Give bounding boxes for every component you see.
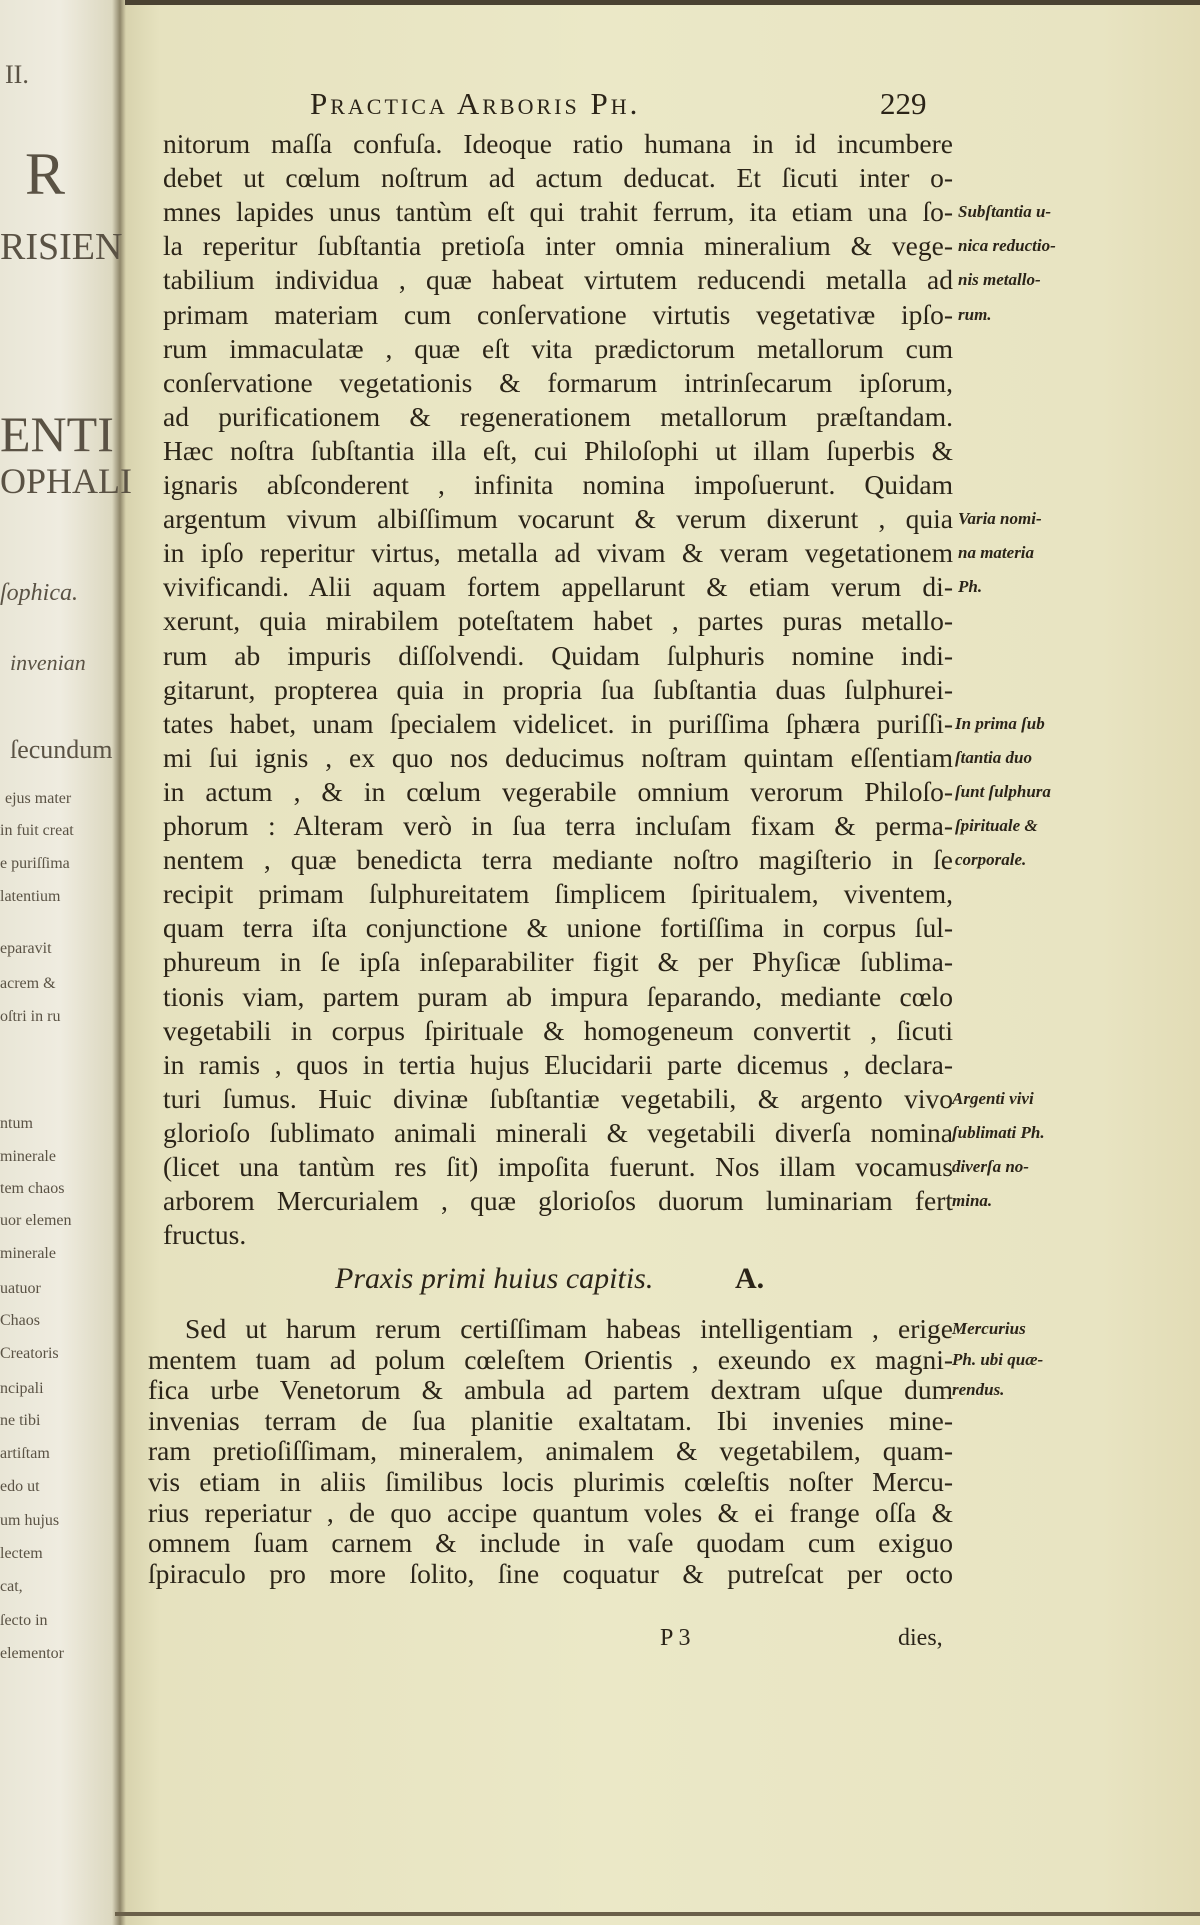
catchword: dies,: [898, 1625, 943, 1651]
text-line: rum ab impuris diſſolvendi. Quidam ſulphuris nomine indi-: [163, 639, 953, 671]
margin-note: rum.: [958, 304, 992, 324]
facing-page-fragment: cat,: [0, 1578, 23, 1595]
margin-note: nis metallo-: [958, 270, 1041, 290]
facing-page-fragment: ejus mater: [5, 790, 72, 807]
margin-note: Varia nomi-: [958, 509, 1042, 529]
margin-note: ſpirituale &: [955, 816, 1038, 835]
text-line: mi ſui ignis , ex quo nos deducimus noſtram quintam eſſentiam: [163, 741, 953, 773]
text-line: debet ut cœlum noſtrum ad actum deducat. Et ſicuti inter o-: [163, 162, 953, 194]
facing-page-fragment: OPHALI: [0, 461, 132, 501]
facing-page-fragment: ENTI: [0, 406, 114, 462]
facing-page-fragment: latentium: [0, 888, 61, 905]
section-heading: Praxis primi huius capitis.: [335, 1262, 654, 1295]
margin-note: rendus.: [952, 1380, 1005, 1400]
margin-note: ſunt ſulphura: [955, 781, 1051, 801]
facing-page-fragment: tem chaos: [0, 1180, 65, 1197]
facing-page-fragment: ſecto in: [0, 1612, 48, 1629]
text-line: quam terra iſta conjunctione & unione fortiſſima in corpus ſul-: [163, 912, 953, 944]
top-page-edge: [125, 0, 1200, 5]
text-line: vis etiam in aliis ſimilibus locis plurimis cœleſtis noſter Mercu-: [148, 1466, 953, 1497]
margin-note: corporale.: [955, 850, 1027, 870]
text-line: invenias terram de ſua planitie exaltatam. Ibi invenies mine-: [148, 1404, 953, 1436]
text-line: omnem ſuam carnem & include in vaſe quodam cum exiguo: [148, 1527, 953, 1559]
facing-page-fragment: RISIEN: [0, 226, 123, 268]
facing-page-fragment: lectem: [0, 1545, 43, 1562]
text-line: primam materiam cum conſervatione virtutis vegetativæ ipſo-: [163, 298, 953, 330]
facing-page-fragment: R: [25, 141, 66, 207]
facing-page-fragment: minerale: [0, 1148, 56, 1165]
margin-note: nica reductio-: [958, 236, 1056, 256]
margin-note: ſublimati Ph.: [952, 1122, 1045, 1142]
text-line: Hæc noſtra ſubſtantia illa eſt, cui Philoſophi ut illam ſuperbis &: [163, 434, 953, 466]
facing-page-fragment: e puriſſima: [0, 855, 70, 872]
facing-page-fragment: acrem &: [0, 975, 56, 992]
facing-page-fragment: um hujus: [0, 1512, 60, 1529]
running-title: Practica Arboris Ph.: [310, 86, 641, 121]
text-line: recipit primam ſulphureitatem ſimplicem ſpiritualem, viventem,: [163, 878, 953, 910]
facing-page-edge: [0, 0, 132, 1925]
text-line: glorioſo ſublimato animali minerali & vegetabili diverſa nomina: [163, 1116, 953, 1148]
facing-page-fragment: ſecundum: [10, 735, 113, 764]
text-line: vegetabili in corpus ſpirituale & homogeneum convertit , ſicuti: [163, 1014, 953, 1046]
text-line: turi ſumus. Huic divinæ ſubſtantiæ vegetabili, & argento vivo: [163, 1082, 953, 1114]
text-line: rum immaculatæ , quæ eſt vita prædictorum metallorum cum: [163, 332, 953, 364]
facing-page-fragment: Creatoris: [0, 1345, 59, 1362]
facing-page-fragment: ncipali: [0, 1380, 44, 1397]
margin-note: Ph.: [958, 577, 983, 597]
text-line: in ramis , quos in tertia hujus Elucidarii parte dicemus , declara-: [163, 1048, 953, 1080]
margin-note: mina.: [952, 1191, 993, 1211]
text-line: in actum , & in cœlum vegerabile omnium verorum Philoſo-: [163, 775, 953, 807]
facing-page-fragment: oſtri in ru: [0, 1008, 61, 1025]
text-line: ignaris abſconderent , infinita nomina impoſuerunt. Quidam: [163, 469, 953, 500]
text-line: la reperitur ſubſtantia pretioſa inter omnia mineralium & vege-: [163, 230, 953, 262]
text-line: tabilium individua , quæ habeat virtutem reducendi metalla ad: [163, 264, 953, 296]
page-number: 229: [880, 86, 927, 121]
facing-page-fragment: edo ut: [0, 1478, 40, 1495]
bottom-page-edge: [115, 1912, 1200, 1916]
margin-note: Subſtantia u-: [958, 202, 1052, 222]
facing-page-fragment: Chaos: [0, 1312, 40, 1329]
facing-page-fragment: II.: [5, 60, 29, 89]
margin-note: Argenti vivi: [952, 1088, 1034, 1108]
facing-page-fragment: minerale: [0, 1245, 56, 1262]
facing-page-fragment: elementor: [0, 1645, 64, 1662]
facing-page-fragment: ſophica.: [0, 580, 78, 606]
text-line: ad purificationem & regenerationem metallorum præſtandam.: [163, 400, 953, 432]
facing-page-fragment: eparavit: [0, 940, 52, 957]
text-line: phorum : Alteram verò in ſua terra incluſam fixam & perma-: [163, 810, 953, 841]
margin-note: diverſa no-: [952, 1157, 1029, 1176]
text-line: Sed ut harum rerum certiſſimam habeas intelligentiam , erige: [185, 1313, 953, 1344]
text-line: argentum vivum albiſſimum vocarunt & verum dixerunt , quia: [163, 503, 953, 535]
text-line: nentem , quæ benedicta terra mediante noſtro magiſterio in ſe: [163, 844, 953, 876]
facing-page-fragment: in fuit creat: [0, 822, 74, 839]
facing-page-fragment: uor elemen: [0, 1212, 72, 1229]
facing-page-fragment: ntum: [0, 1115, 33, 1132]
text-line: fica urbe Venetorum & ambula ad partem dextram uſque dum: [148, 1374, 953, 1406]
text-line: xerunt, quia mirabilem poteſtatem habet , partes puras metallo-: [163, 605, 953, 637]
facing-page-fragment: artiſtam: [0, 1445, 50, 1462]
margin-note: Ph. ubi quæ-: [952, 1349, 1044, 1369]
text-line: gitarunt, propterea quia in propria ſua ſubſtantia duas ſulphurei-: [163, 673, 953, 705]
text-line: mentem tuam ad polum cœleſtem Orientis , exeundo ex magni-: [148, 1343, 953, 1375]
text-line: tionis viam, partem puram ab impura ſeparando, mediante cœlo: [163, 980, 953, 1012]
text-line: in ipſo reperitur virtus, metalla ad vivam & veram vegetationem: [163, 537, 953, 569]
text-line: (licet una tantùm res ſit) impoſita fuerunt. Nos illam vocamus: [163, 1151, 953, 1182]
text-line: fructus.: [163, 1219, 247, 1251]
facing-page-fragment: uatuor: [0, 1280, 41, 1297]
facing-page-fragment: invenian: [10, 650, 86, 675]
margin-note: In prima ſub: [955, 713, 1045, 733]
text-line: ram pretioſiſſimam, mineralem, animalem & vegetabilem, quam-: [148, 1435, 953, 1467]
text-line: phureum in ſe ipſa inſeparabiliter figit & per Phyſicæ ſublima-: [163, 946, 953, 978]
text-line: rius reperiatur , de quo accipe quantum voles & ei frange oſſa &: [148, 1496, 953, 1528]
text-line: conſervatione vegetationis & formarum intrinſecarum ipſorum,: [163, 366, 953, 398]
signature-mark: P 3: [660, 1625, 691, 1651]
margin-note: Mercurius: [952, 1319, 1026, 1338]
facing-page-fragment: ne tibi: [0, 1412, 41, 1429]
margin-note: na materia: [958, 543, 1035, 563]
margin-note: ſtantia duo: [955, 747, 1032, 767]
text-line: vivificandi. Alii aquam fortem appellarunt & etiam verum di-: [163, 571, 953, 603]
text-line: tates habet, unam ſpecialem videlicet. in puriſſima ſphæra puriſſi-: [163, 707, 953, 739]
text-line: arborem Mercurialem , quæ glorioſos duorum luminariam fert: [163, 1185, 953, 1217]
section-marker: A.: [735, 1262, 765, 1295]
text-line: nitorum maſſa confuſa. Ideoque ratio humana in id incumbere: [163, 128, 953, 159]
text-line: mnes lapides unus tantùm eſt qui trahit ferrum, ita etiam una ſo-: [163, 196, 953, 228]
text-line: ſpiraculo pro more ſolito, ſine coquatur & putreſcat per octo: [148, 1557, 953, 1589]
